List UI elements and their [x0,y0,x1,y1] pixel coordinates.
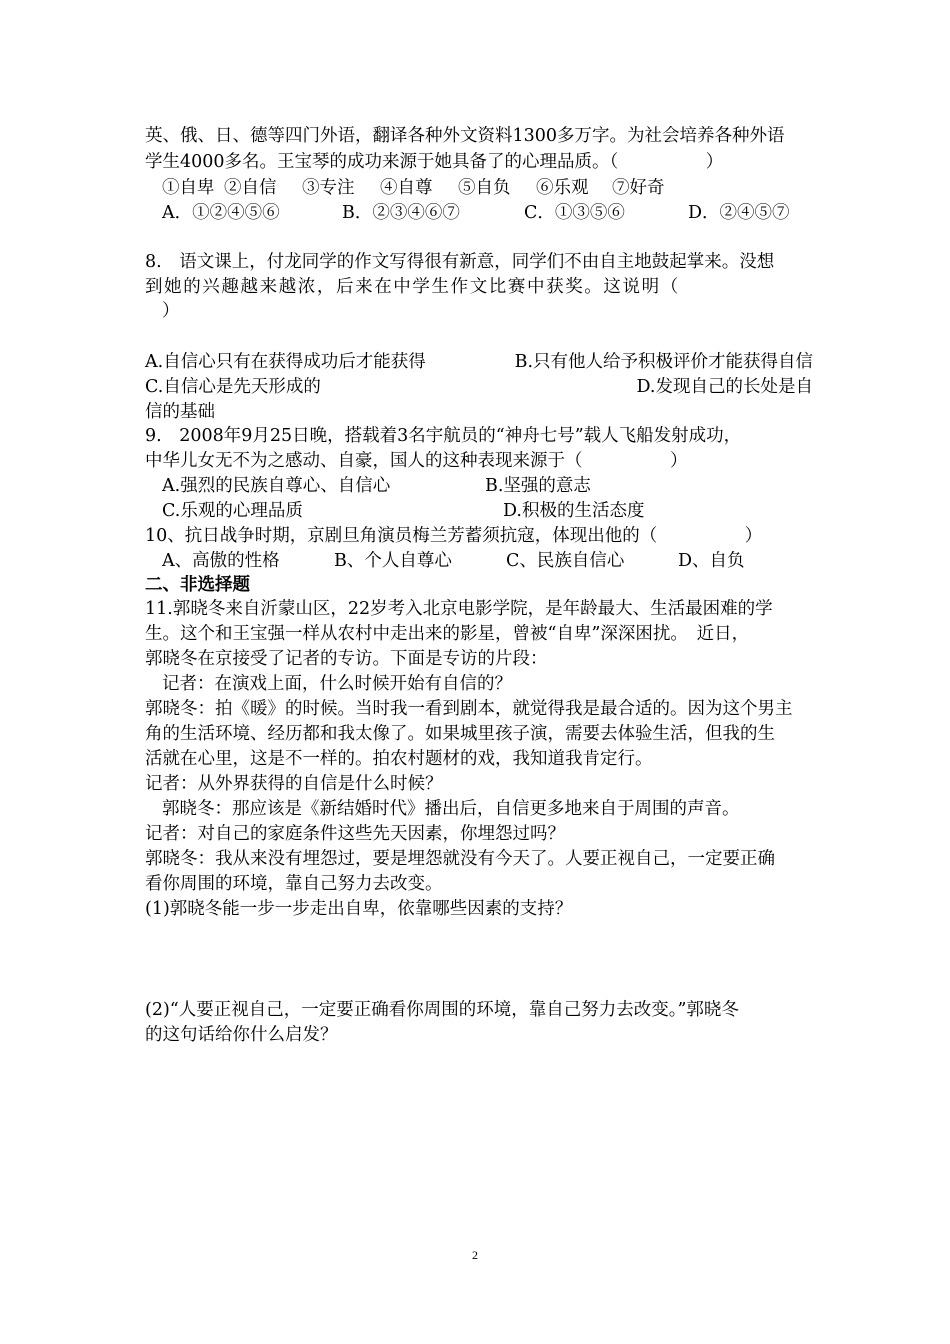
q10-option-a[interactable]: A、高傲的性格 [162,551,280,571]
section-heading: 二、非选择题 [145,575,250,595]
page-number: 2 [472,1248,478,1262]
q8-option-d[interactable]: D.发现自己的长处是自 [636,377,813,397]
q8-text-line-3: ） [162,301,180,321]
q7-choice: ⑥乐观 [536,178,589,198]
q9-text-line-2: 中华儿女无不为之感动、自豪，国人的这种表现来源于（ ） [145,451,688,471]
q9-options-row-1 [162,474,830,498]
q10-options [162,549,830,573]
q10-option-b[interactable]: B、个人自尊心 [334,551,452,571]
q7-option-b[interactable]: B．②③④⑥⑦ [342,203,460,223]
q11-interview-line: 角的生活环境、经历都和我太像了。如果城里孩子演，需要去体验生活，但我的生 [145,724,775,744]
q11-interview-line: 活就在心里，这是不一样的。拍农村题材的戏，我知道我肯定行。 [145,749,653,769]
q7-choices [162,176,830,200]
q11-subquestion-2: (2)“人要正视自己，一定要正确看你周围的环境，靠自己努力去改变。”郭晓冬 [145,1000,739,1020]
q7-text-line-2: 学生4000多名。王宝琴的成功来源于她具备了的心理品质。（ ） [145,152,724,172]
q9-text-line-1: 9. 2008年9月25日晚，搭载着3名宇航员的“神舟七号”载人飞船发射成功， [145,426,742,446]
q11-subquestion-2-continued: 的这句话给你什么启发？ [145,1025,338,1045]
q11-text-line-3: 郭晓冬在京接受了记者的专访。下面是专访的片段： [145,649,548,669]
q7-choice: ⑤自负 [458,178,511,198]
q11-text-line-2: 生。这个和王宝强一样从农村中走出来的影星，曾被“自卑”深深困扰。 近日， [145,624,750,644]
q8-options-row-1 [145,350,813,374]
q11-interview-line: 记者：在演戏上面，什么时候开始有自信的？ [162,674,512,694]
q8-option-d-continued: 信的基础 [145,402,215,422]
q9-option-c[interactable]: C.乐观的心理品质 [162,501,303,521]
q8-option-c[interactable]: C.自信心是先天形成的 [145,377,321,397]
q11-text-line-1: 11.郭晓冬来自沂蒙山区，22岁考入北京电影学院，是年龄最大、生活最困难的学 [145,599,773,619]
q7-choice: ①自卑 [162,178,215,198]
q7-choice: ②自信 [224,178,277,198]
q9-option-a[interactable]: A.强烈的民族自尊心、自信心 [162,476,391,496]
q11-interview-line: 郭晓冬：拍《暖》的时候。当时我一看到剧本，就觉得我是最合适的。因为这个男主 [145,699,793,719]
q8-text-line-2: 到她的兴趣越来越浓，后来在中学生作文比赛中获奖。这说明（ [145,277,680,297]
q7-text-line-1: 英、俄、日、德等四门外语，翻译各种外文资料1300多万字。为社会培养各种外语 [145,126,785,146]
q11-interview-line: 郭晓冬：我从来没有埋怨过，要是埋怨就没有今天了。人要正视自己，一定要正确 [145,849,775,869]
q9-option-d[interactable]: D.积极的生活态度 [503,501,645,521]
q10-option-d[interactable]: D、自负 [678,551,745,571]
q7-choice: ④自尊 [380,178,433,198]
q8-text-line-1: 8. 语文课上，付龙同学的作文写得很有新意，同学们不由自主地鼓起掌来。没想 [145,252,775,272]
q11-interview-line: 记者：从外界获得的自信是什么时候？ [145,774,443,794]
q9-option-b[interactable]: B.坚强的意志 [485,476,591,496]
q7-choice: ③专注 [302,178,355,198]
q10-option-c[interactable]: C、民族自信心 [506,551,625,571]
q7-option-c[interactable]: C．①③⑤⑥ [524,203,625,223]
q7-choice: ⑦好奇 [612,178,665,198]
q8-option-b[interactable]: B.只有他人给予积极评价才能获得自信 [514,352,813,372]
q11-interview-line: 记者：对自己的家庭条件这些先天因素，你埋怨过吗？ [145,824,565,844]
q8-options-row-2 [145,375,813,399]
q7-option-a[interactable]: A．①②④⑤⑥ [162,203,280,223]
q11-interview-line: 看你周围的环境，靠自己努力去改变。 [145,874,443,894]
q9-options-row-2 [162,499,830,523]
q7-options [162,201,830,225]
q11-subquestion-1: (1)郭晓冬能一步一步走出自卑，依靠哪些因素的支持？ [145,899,573,919]
q8-option-a[interactable]: A.自信心只有在获得成功后才能获得 [145,352,426,372]
q10-text-line-1: 10、抗日战争时期，京剧旦角演员梅兰芳蓄须抗寇，体现出他的（ ） [145,526,763,546]
q11-interview-line: 郭晓冬：那应该是《新结婚时代》播出后，自信更多地来自于周围的声音。 [162,799,740,819]
q7-option-d[interactable]: D．②④⑤⑦ [688,203,790,223]
